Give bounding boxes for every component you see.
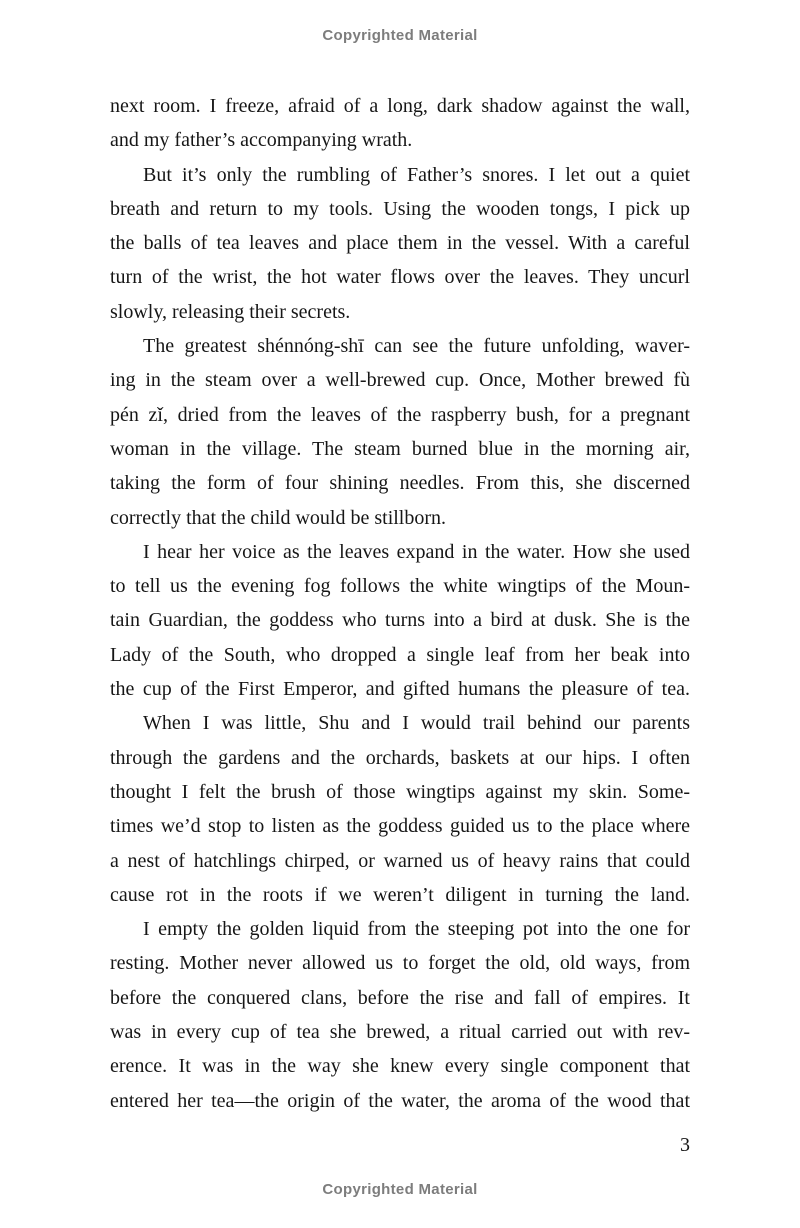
text-line: I hear her voice as the leaves expand in the water. How she used [143, 540, 690, 563]
copyright-notice-bottom: Copyrighted Material [322, 1181, 478, 1198]
text-line: to tell us the evening fog follows the white wingtips of the Moun- [110, 575, 690, 598]
paragraph [110, 912, 690, 1118]
text-line: When I was little, Shu and I would trail behind our parents [143, 712, 690, 735]
text-line: entered her tea—the origin of the water, the aroma of the wood that [110, 1089, 690, 1112]
text-line: and my father’s accompanying wrath. [110, 129, 413, 152]
text-line: woman in the village. The steam burned blue in the morning air, [110, 437, 690, 460]
text-line: I empty the golden liquid from the steeping pot into the one for [143, 918, 690, 941]
text-line: But it’s only the rumbling of Father’s snores. I let out a quiet [143, 163, 690, 186]
text-line: a nest of hatchlings chirped, or warned us of heavy rains that could [110, 849, 690, 872]
page-number: 3 [680, 1134, 690, 1156]
text-line: was in every cup of tea she brewed, a ritual carried out with rev- [110, 1021, 690, 1044]
text-line: times we’d stop to listen as the goddess guided us to the place where [110, 815, 690, 838]
paragraph [110, 158, 690, 329]
text-line: through the gardens and the orchards, baskets at our hips. I often [110, 746, 690, 769]
text-line: pén zǐ, dried from the leaves of the raspberry bush, for a pregnant [110, 403, 690, 426]
text-line: ing in the steam over a well-brewed cup. Once, Mother brewed fù [110, 369, 690, 392]
text-line: taking the form of four shining needles. From this, she discerned [110, 472, 690, 495]
text-line: thought I felt the brush of those wingtips against my skin. Some- [110, 780, 690, 803]
text-line: before the conquered clans, before the rise and fall of empires. It [110, 986, 690, 1009]
paragraph [110, 89, 690, 158]
text-line: Lady of the South, who dropped a single leaf from her beak into [110, 643, 690, 666]
text-line: turn of the wrist, the hot water flows over the leaves. They uncurl [110, 266, 690, 289]
paragraph [110, 329, 690, 535]
text-line: tain Guardian, the goddess who turns into a bird at dusk. She is the [110, 609, 690, 632]
text-line: cause rot in the roots if we weren’t diligent in turning the land. [110, 883, 690, 906]
text-line: correctly that the child would be stillborn. [110, 506, 447, 529]
text-line: the cup of the First Emperor, and gifted humans the pleasure of tea. [110, 678, 690, 701]
paragraph [110, 535, 690, 706]
text-line: The greatest shénnóng-shī can see the future unfolding, waver- [143, 335, 690, 358]
text-line: breath and return to my tools. Using the wooden tongs, I pick up [110, 197, 690, 220]
text-line: the balls of tea leaves and place them in the vessel. With a careful [110, 232, 690, 255]
copyright-notice-top: Copyrighted Material [322, 27, 478, 44]
paragraph [110, 706, 690, 912]
page-text [110, 89, 690, 1118]
text-line: resting. Mother never allowed us to forget the old, old ways, from [110, 952, 690, 975]
text-line: erence. It was in the way she knew every single component that [110, 1055, 690, 1078]
text-line: slowly, releasing their secrets. [110, 300, 351, 323]
text-line: next room. I freeze, afraid of a long, dark shadow against the wall, [110, 95, 690, 117]
